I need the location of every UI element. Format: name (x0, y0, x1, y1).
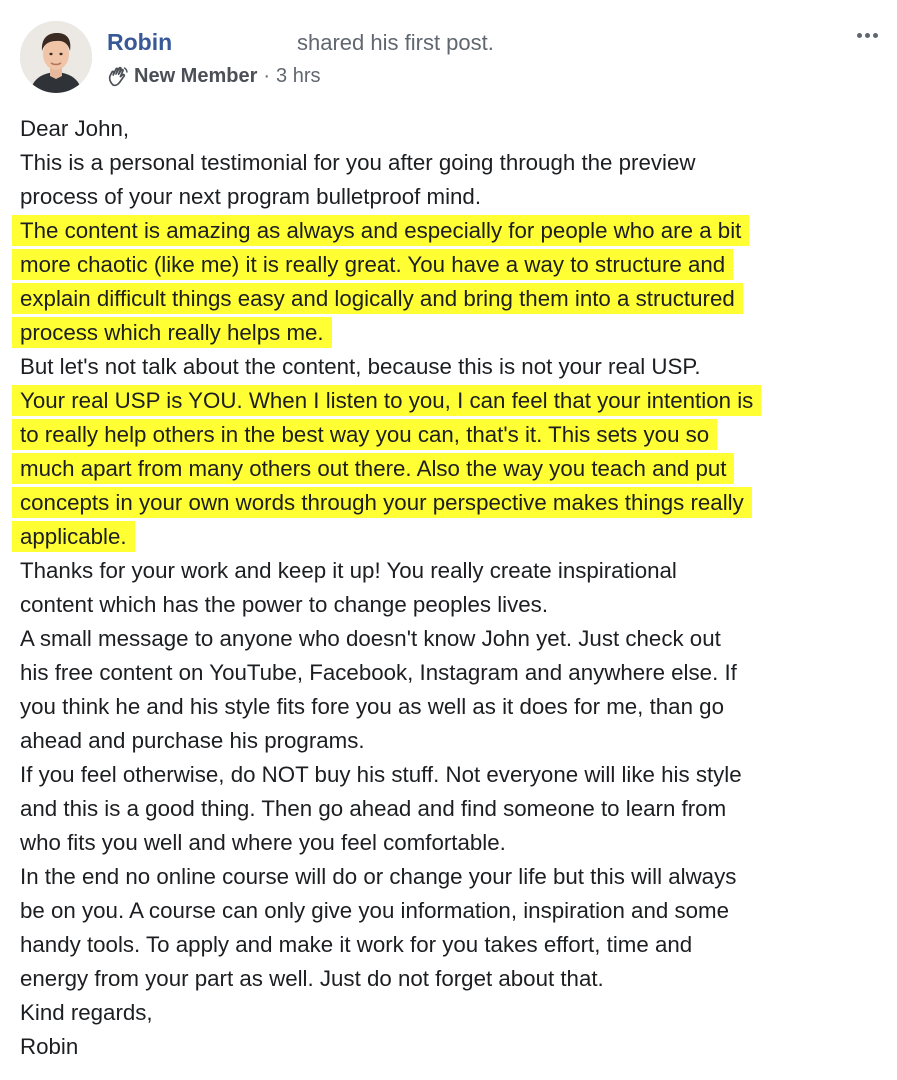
post-timestamp[interactable]: 3 hrs (276, 64, 321, 87)
post-text-line (20, 656, 882, 690)
post-text: you think he and his style fits fore you as well as it does for me, than go (20, 694, 724, 719)
post-text-line (20, 588, 882, 622)
post-text: and this is a good thing. Then go ahead and find someone to learn from (20, 796, 727, 821)
member-badge[interactable]: New Member (134, 64, 258, 87)
post-text: his free content on YouTube, Facebook, Instagram and anywhere else. If (20, 660, 737, 685)
post-text: A small message to anyone who doesn't know John yet. Just check out (20, 626, 721, 651)
post-text: process of your next program bulletproof mind. (20, 184, 482, 209)
post-action-text: shared his first post. (297, 30, 494, 55)
post-text-line (20, 724, 882, 758)
post-text-line (20, 622, 882, 656)
post-header (0, 0, 897, 110)
post-text-line (20, 554, 882, 588)
post-text: be on you. A course can only give you information, inspiration and some (20, 898, 729, 923)
post-text: ahead and purchase his programs. (20, 728, 365, 753)
highlighted-text: Your real USP is YOU. When I listen to you, I can feel that your intention is (12, 385, 761, 416)
post-text: Thanks for your work and keep it up! You really create inspirational (20, 558, 677, 583)
post-text: content which has the power to change peoples lives. (20, 592, 549, 617)
post-text: handy tools. To apply and make it work for you takes effort, time and (20, 932, 693, 957)
post-text-line (20, 962, 882, 996)
author-name-link[interactable]: Robin (107, 29, 173, 55)
post-text-line (20, 384, 882, 418)
dot (873, 33, 878, 38)
highlighted-text: explain difficult things easy and logically and bring them into a structured (12, 283, 743, 314)
post-text-line (20, 418, 882, 452)
dot (857, 33, 862, 38)
highlighted-text: more chaotic (like me) it is really great. You have a way to structure and (12, 249, 733, 280)
highlighted-text: concepts in your own words through your perspective makes things really (12, 487, 752, 518)
post-text-line (20, 928, 882, 962)
post-text-line (20, 180, 882, 214)
avatar-image (20, 21, 92, 93)
highlighted-text: to really help others in the best way you can, that's it. This sets you so (12, 419, 717, 450)
post-text-line (20, 112, 882, 146)
post-text: Kind regards, (20, 1000, 153, 1025)
post-text-line (20, 758, 882, 792)
post-text-line (20, 1030, 882, 1064)
highlighted-text: applicable. (12, 521, 135, 552)
highlighted-text: much apart from many others out there. Also the way you teach and put (12, 453, 734, 484)
post-text-line (20, 826, 882, 860)
post-text: who fits you well and where you feel comfortable. (20, 830, 506, 855)
post-text: If you feel otherwise, do NOT buy his stuff. Not everyone will like his style (20, 762, 742, 787)
dot (865, 33, 870, 38)
post-text-line (20, 894, 882, 928)
post-text: Dear John, (20, 116, 130, 141)
post-text-line (20, 486, 882, 520)
post-text-line (20, 520, 882, 554)
waving-hand-icon (107, 65, 129, 87)
post-text-line (20, 146, 882, 180)
post-text-line (20, 282, 882, 316)
highlighted-text: The content is amazing as always and especially for people who are a bit (12, 215, 749, 246)
author-avatar[interactable] (20, 21, 92, 93)
post-text-line (20, 690, 882, 724)
post-text: energy from your part as well. Just do not forget about that. (20, 966, 604, 991)
post-text-line (20, 316, 882, 350)
post-text-line (20, 248, 882, 282)
meta-separator: · (263, 64, 271, 87)
post-text: In the end no online course will do or change your life but this will always (20, 864, 737, 889)
post-text-line (20, 860, 882, 894)
more-options-button[interactable] (850, 22, 884, 48)
post-text-line (20, 350, 882, 384)
post-body (20, 112, 882, 1064)
post-text: But let's not talk about the content, because this is not your real USP. (20, 354, 701, 379)
post-text-line (20, 996, 882, 1030)
post-text: Robin (20, 1034, 79, 1059)
highlighted-text: process which really helps me. (12, 317, 332, 348)
post-text-line (20, 452, 882, 486)
post-meta (107, 62, 321, 90)
post-text: This is a personal testimonial for you after going through the preview (20, 150, 696, 175)
post-text-line (20, 792, 882, 826)
post-text-line (20, 214, 882, 248)
